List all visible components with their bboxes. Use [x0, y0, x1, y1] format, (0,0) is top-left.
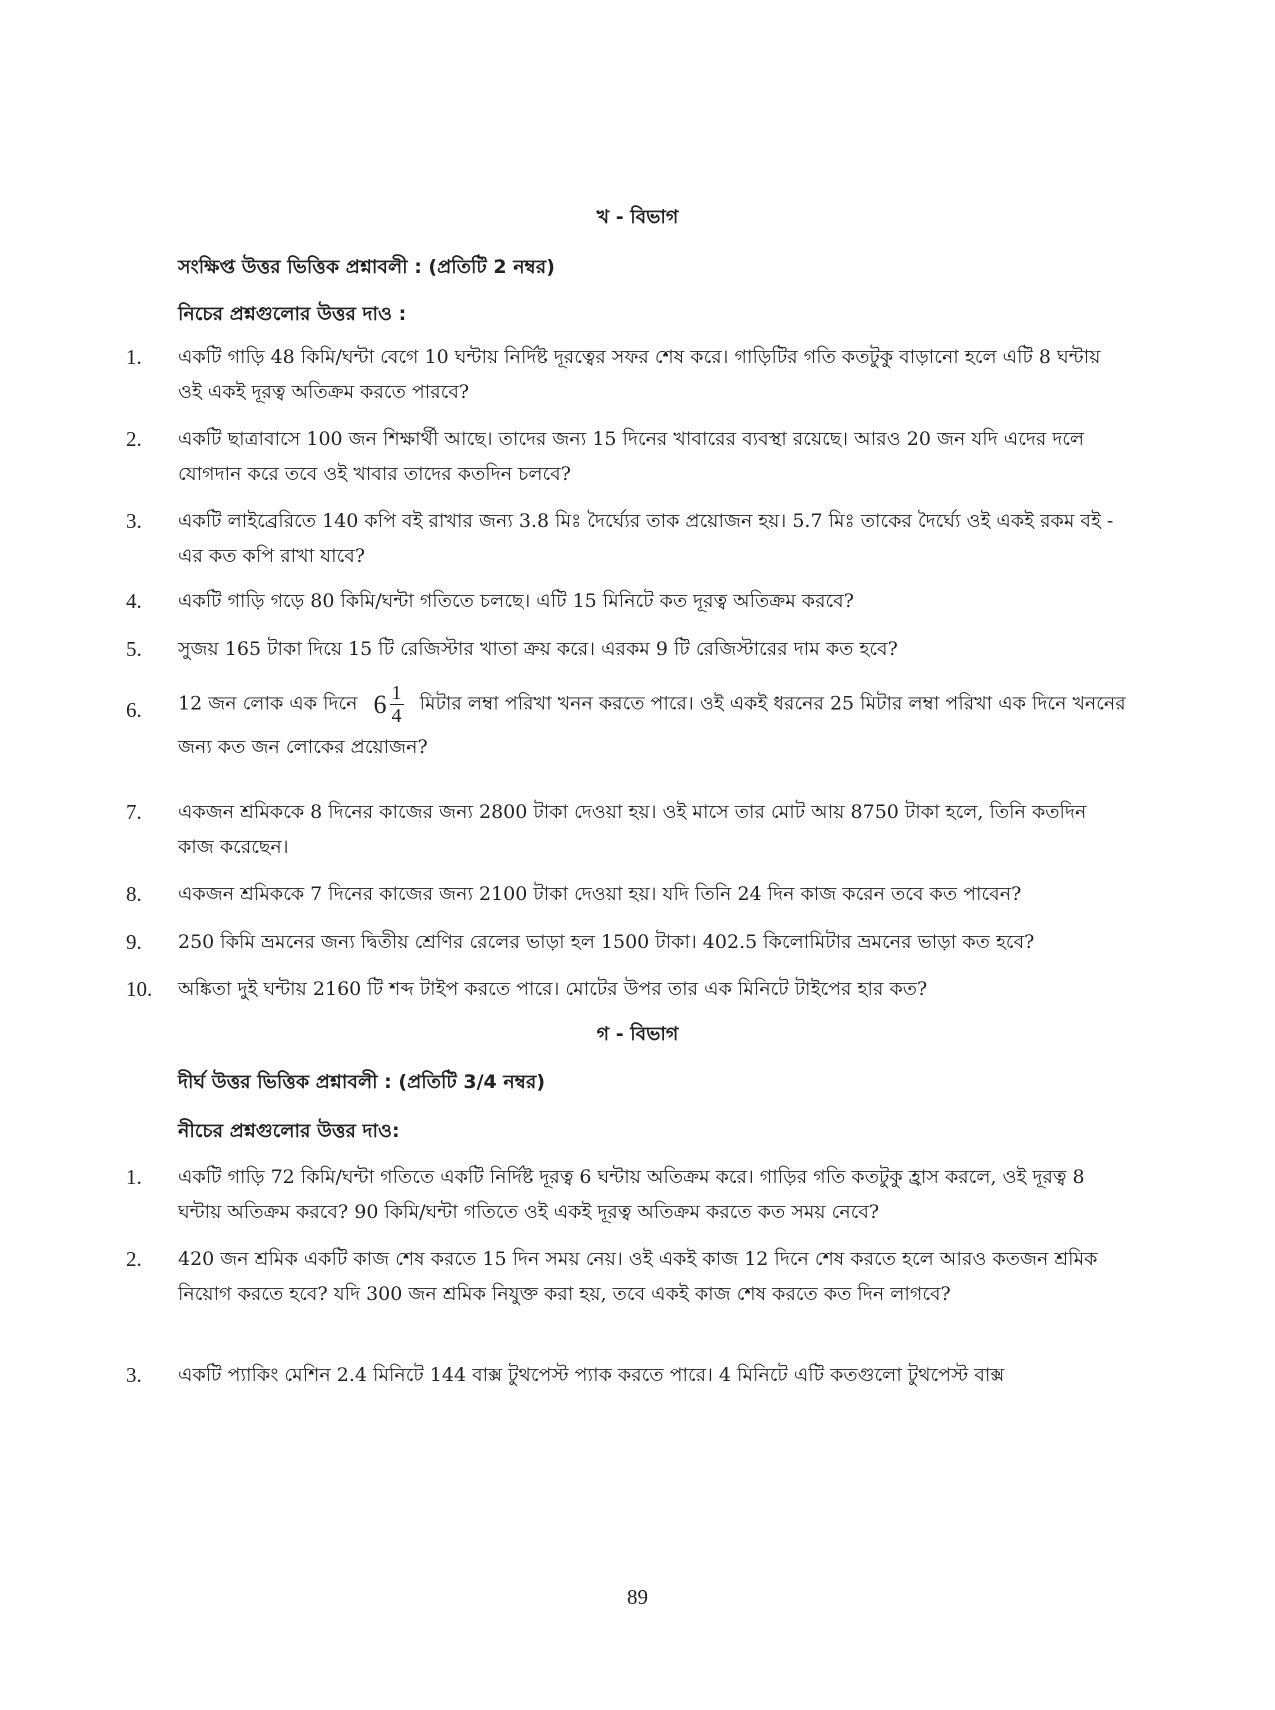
- question-number: 4.: [126, 589, 142, 613]
- question-number: 1.: [126, 1165, 142, 1189]
- question-text: 250 কিমি ভ্রমনের জন্য দ্বিতীয় শ্রেণির রেলের ভাড়া হল 1500 টাকা। 402.5 কিলোমিটার ভ্রমনের ভাড়া কত হবে?: [178, 931, 1035, 953]
- question-text-after: মিটার লম্বা পরিখা খনন করতে পারে। ওই একই ধরনের 25 মিটার লম্বা পরিখা এক দিনে খননের জন্য কত জন লোকের প্রয়োজন?: [178, 692, 1126, 758]
- fraction-denominator: 4: [391, 705, 402, 727]
- question-number: 6.: [126, 698, 142, 722]
- question-item: [126, 1358, 1126, 1393]
- question-text: একটি গাড়ি 72 কিমি/ঘন্টা গতিতে একটি নির্দিষ্ট দূরত্ব 6 ঘন্টায় অতিক্রম করে। গাড়ির গতি কতটুকু হ্রাস করলে, ওই দূরত্ব 8 ঘন্টায় অতিক্রম করবে? 90 কিমি/ঘন্টা গতিতে ওই একই দূরত্ব অতিক্রম করতে কত সময় নেবে?: [178, 1166, 1085, 1223]
- question-text: একটি গাড়ি 48 কিমি/ঘন্টা বেগে 10 ঘন্টায় নির্দিষ্ট দূরত্বের সফর শেষ করে। গাড়িটির গতি কতটুকু বাড়ানো হলে এটি 8 ঘন্টায় ওই একই দূরত্ব অতিক্রম করতে পারবে?: [178, 346, 1101, 403]
- question-text: অঙ্কিতা দুই ঘন্টায় 2160 টি শব্দ টাইপ করতে পারে। মোটের উপর তার এক মিনিটে টাইপের হার কত?: [178, 978, 928, 1000]
- question-text: [178, 682, 1126, 767]
- question-text: একজন শ্রমিককে 8 দিনের কাজের জন্য 2800 টাকা দেওয়া হয়। ওই মাসে তার মোট আয় 8750 টাকা হলে, তিনি কতদিন কাজ করেছেন।: [178, 801, 1087, 858]
- question-item: [126, 972, 1126, 1007]
- question-text-before: 12 জন লোক এক দিনে: [178, 692, 358, 715]
- question-item: [126, 632, 1126, 667]
- question-number: 2.: [126, 427, 142, 451]
- question-item: [126, 795, 1126, 865]
- question-number: 9.: [126, 930, 142, 954]
- question-number: 3.: [126, 509, 142, 533]
- question-item: [126, 504, 1126, 574]
- mixed-fraction: [374, 682, 404, 727]
- section-c-instruction: নীচের প্রশ্নগুলোর উত্তর দাও:: [178, 1120, 400, 1142]
- section-c-subheading: দীর্ঘ উত্তর ভিত্তিক প্রশ্নাবলী : (প্রতিটি 3/4 নম্বর): [178, 1071, 546, 1093]
- section-c-heading: গ - বিভাগ: [596, 1023, 679, 1045]
- question-item: [126, 682, 1126, 767]
- question-item: [126, 340, 1126, 410]
- question-item: [126, 584, 1126, 619]
- question-item: [126, 1160, 1126, 1230]
- question-number: 2.: [126, 1247, 142, 1271]
- question-text: একটি গাড়ি গড়ে 80 কিমি/ঘন্টা গতিতে চলছে। এটি 15 মিনিটে কত দূরত্ব অতিক্রম করবে?: [178, 590, 854, 612]
- page-number: 89: [627, 1585, 648, 1609]
- fraction-whole: 6: [373, 689, 387, 719]
- question-text: 420 জন শ্রমিক একটি কাজ শেষ করতে 15 দিন সময় নেয়। ওই একই কাজ 12 দিনে শেষ করতে হলে আরও কতজন শ্রমিক নিয়োগ করতে হবে? যদি 300 জন শ্রমিক নিযুক্ত করা হয়, তবে একই কাজ শেষ করতে কত দিন লাগবে?: [178, 1248, 1098, 1305]
- section-b-heading: খ - বিভাগ: [596, 206, 679, 228]
- section-b-instruction: নিচের প্রশ্নগুলোর উত্তর দাও :: [178, 303, 407, 325]
- fraction-numerator: 1: [391, 682, 402, 704]
- question-number: 8.: [126, 882, 142, 906]
- question-text: একটি ছাত্রাবাসে 100 জন শিক্ষার্থী আছে। তাদের জন্য 15 দিনের খাবারের ব্যবস্থা রয়েছে। আরও 20 জন যদি এদের দলে যোগদান করে তবে ওই খাবার তাদের কতদিন চলবে?: [178, 428, 1085, 485]
- question-text: একটি প্যাকিং মেশিন 2.4 মিনিটে 144 বাক্স টুথপেস্ট প্যাক করতে পারে। 4 মিনিটে এটি কতগুলো টুথপেস্ট বাক্স: [178, 1364, 1005, 1386]
- section-b-subheading: সংক্ষিপ্ত উত্তর ভিত্তিক প্রশ্নাবলী : (প্রতিটি 2 নম্বর): [178, 256, 555, 278]
- question-item: [126, 925, 1126, 960]
- question-number: 3.: [126, 1363, 142, 1387]
- question-number: 5.: [126, 637, 142, 661]
- question-number: 10.: [126, 977, 153, 1001]
- fraction-part: [390, 682, 404, 727]
- question-text: সুজয় 165 টাকা দিয়ে 15 টি রেজিস্টার খাতা ক্রয় করে। এরকম 9 টি রেজিস্টারের দাম কত হবে?: [178, 638, 898, 660]
- question-text: একটি লাইব্রেরিতে 140 কপি বই রাখার জন্য 3.8 মিঃ দৈর্ঘ্যের তাক প্রয়োজন হয়। 5.7 মিঃ তাকের দৈর্ঘ্যে ওই একই রকম বই - এর কত কপি রাখা যাবে?: [178, 510, 1114, 567]
- question-item: [126, 877, 1126, 912]
- question-item: [126, 1242, 1126, 1312]
- question-item: [126, 422, 1126, 492]
- question-text: একজন শ্রমিককে 7 দিনের কাজের জন্য 2100 টাকা দেওয়া হয়। যদি তিনি 24 দিন কাজ করেন তবে কত পাবেন?: [178, 883, 1022, 905]
- question-number: 7.: [126, 800, 142, 824]
- question-number: 1.: [126, 345, 142, 369]
